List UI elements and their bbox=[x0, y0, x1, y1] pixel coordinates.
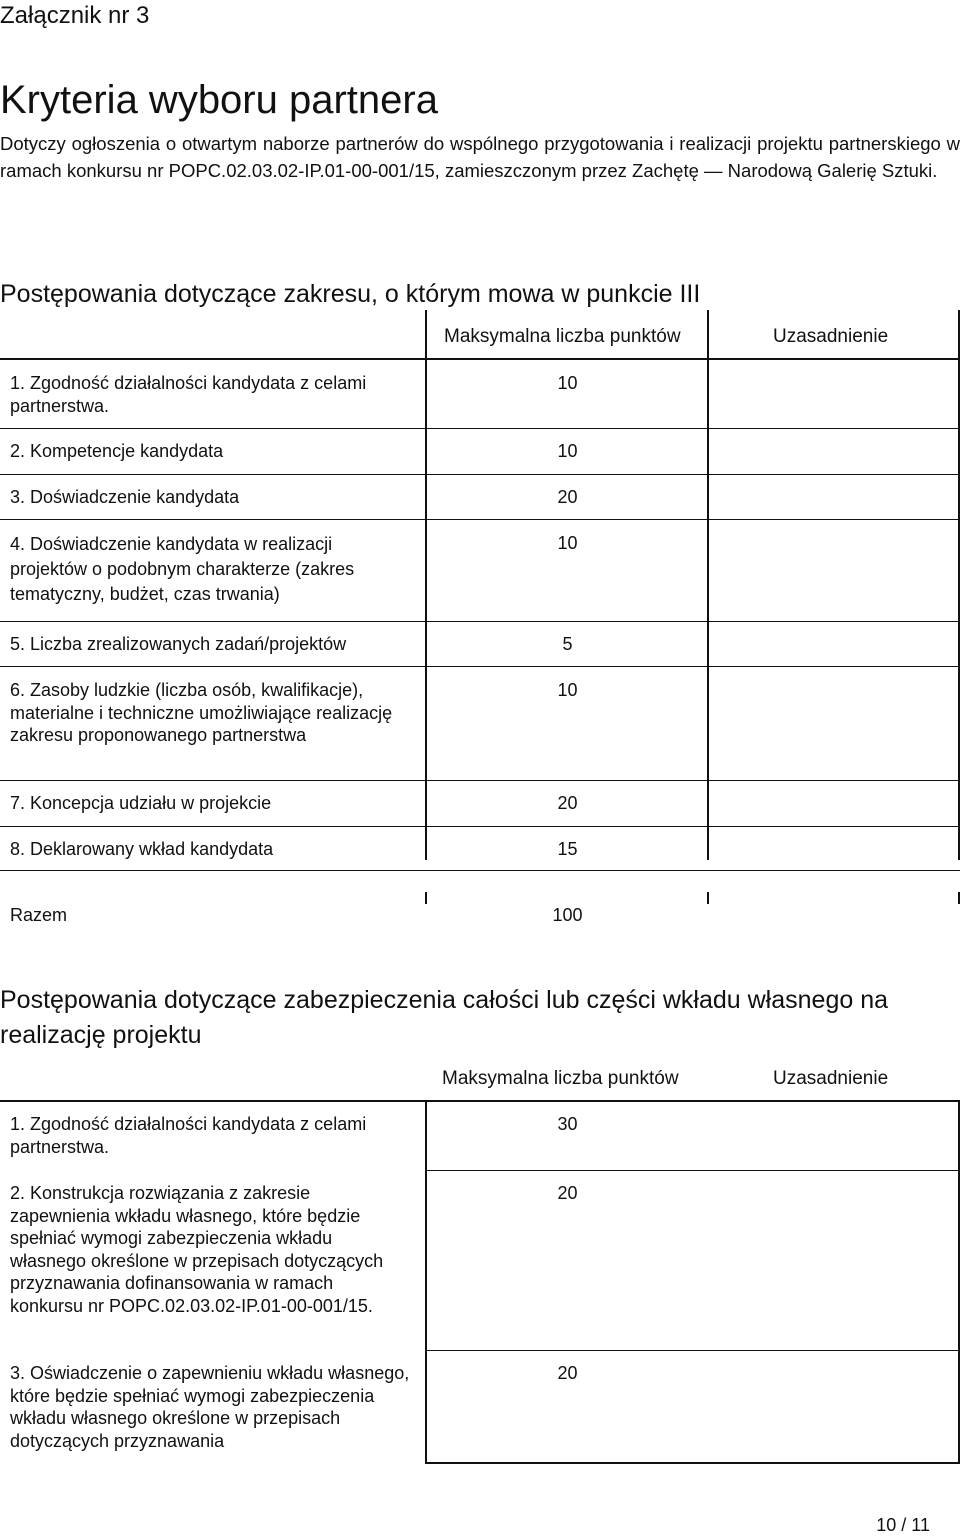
criterion-points: 10 bbox=[557, 441, 578, 461]
intro-paragraph: Dotyczy ogłoszenia o otwartym naborze partnerów do wspólnego przygotowania i realizacji projektu partnerskiego w ramach konkursu nr POPC.02.03.02-IP.01-00-001/15, zamieszczonym przez Zachętę — Narodową Galerię Sztuki. bbox=[0, 133, 960, 181]
criterion-label: 4. Doświadczenie kandydata w realizacji projektów o podobnym charakterze (zakres tematyczny, budżet, czas trwania) bbox=[10, 534, 355, 604]
table1-rule bbox=[0, 780, 960, 781]
section1-col-points: Maksymalna liczba punktów bbox=[444, 326, 681, 347]
criterion-points: 10 bbox=[557, 373, 578, 393]
table1-rule bbox=[0, 826, 960, 827]
criterion-label: 7. Koncepcja udziału w projekcie bbox=[10, 793, 272, 813]
total-label: Razem bbox=[10, 905, 68, 925]
table2-rule bbox=[425, 1170, 960, 1171]
table1-rule bbox=[425, 892, 427, 904]
table1-rule bbox=[0, 621, 960, 622]
criterion-label: 3. Doświadczenie kandydata bbox=[10, 487, 240, 507]
page-number: 10 / 11 bbox=[876, 1515, 930, 1535]
table1-rule bbox=[0, 474, 960, 475]
criterion-points: 20 bbox=[557, 1363, 578, 1383]
criterion-label: 3. Oświadczenie o zapewnieniu wkładu własnego, które będzie spełniać wymogi zabezpieczenia wkładu własnego określone w przepisach dotyczących przyznawania bbox=[10, 1363, 410, 1451]
table2-rule bbox=[425, 1100, 427, 1464]
criterion-points: 15 bbox=[557, 839, 578, 859]
criterion-points: 10 bbox=[557, 680, 578, 700]
table2-rule bbox=[425, 1462, 960, 1464]
criterion-points: 10 bbox=[557, 533, 578, 553]
table1-rule bbox=[0, 666, 960, 667]
criterion-label: 2. Kompetencje kandydata bbox=[10, 441, 224, 461]
criterion-label: 1. Zgodność działalności kandydata z celami partnerstwa. bbox=[10, 373, 367, 416]
section2-col-points: Maksymalna liczba punktów bbox=[442, 1068, 679, 1089]
table1-rule bbox=[707, 310, 709, 860]
criterion-points: 20 bbox=[557, 793, 578, 813]
criterion-points: 20 bbox=[557, 1183, 578, 1203]
table1-rule bbox=[0, 358, 960, 360]
total-points: 100 bbox=[552, 905, 583, 925]
criterion-label: 2. Konstrukcja rozwiązania z zakresie zapewnienia wkładu własnego, które będzie spełniać wymogi zabezpieczenia wkładu własnego określone w przepisach dotyczących przyznawania dofinansowania w ramach konkursu nr POPC.02.03.02-IP.01-00-001/15. bbox=[10, 1183, 384, 1316]
section1-heading: Postępowania dotyczące zakresu, o którym mowa w punkcie III bbox=[0, 280, 701, 308]
table2-rule bbox=[425, 1350, 960, 1351]
criterion-label: 1. Zgodność działalności kandydata z celami partnerstwa. bbox=[10, 1114, 367, 1157]
criterion-label: 6. Zasoby ludzkie (liczba osób, kwalifikacje), materialne i techniczne umożliwiające realizację zakresu proponowanego partnerstwa bbox=[10, 680, 393, 745]
section2-heading: Postępowania dotyczące zabezpieczenia całości lub części wkładu własnego na realizację projektu bbox=[0, 986, 889, 1049]
section2-col-justification: Uzasadnienie bbox=[773, 1068, 889, 1089]
table1-rule bbox=[707, 892, 709, 904]
table1-rule bbox=[0, 870, 960, 871]
attachment-label: Załącznik nr 3 bbox=[0, 2, 150, 29]
table2-rule bbox=[0, 1100, 960, 1102]
criterion-label: 8. Deklarowany wkład kandydata bbox=[10, 839, 274, 859]
table1-rule bbox=[0, 519, 960, 520]
section1-col-justification: Uzasadnienie bbox=[773, 326, 889, 347]
criterion-points: 30 bbox=[557, 1114, 578, 1134]
criterion-label: 5. Liczba zrealizowanych zadań/projektów bbox=[10, 634, 347, 654]
criterion-points: 20 bbox=[557, 487, 578, 507]
criterion-points: 5 bbox=[562, 634, 573, 654]
table1-rule bbox=[425, 310, 427, 860]
page-title: Kryteria wyboru partnera bbox=[0, 78, 438, 122]
table1-rule bbox=[0, 428, 960, 429]
